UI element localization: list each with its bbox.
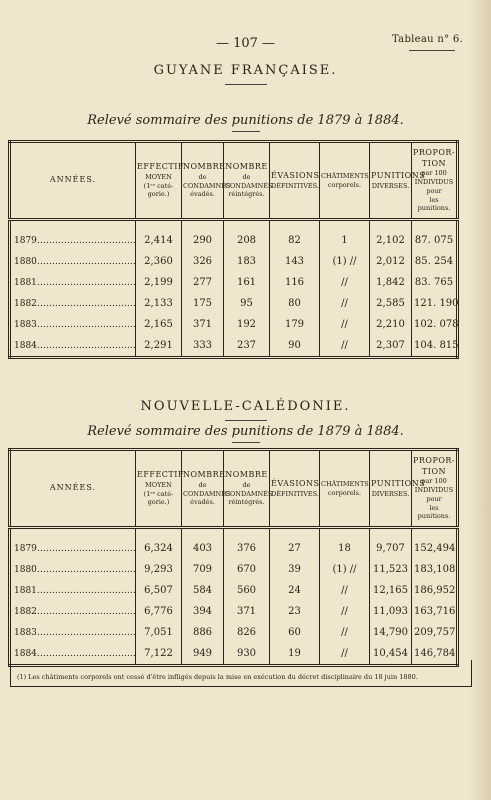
cell-proportion: 121. 190	[412, 293, 458, 314]
cell-proportion: 163,716	[412, 601, 458, 622]
cell-punitions: 14,790	[370, 622, 412, 643]
cell-evasions: 27	[270, 538, 320, 559]
spacer-cell	[10, 220, 136, 231]
cell-punitions: 2,585	[370, 293, 412, 314]
cell-effectif: 9,293	[136, 559, 182, 580]
spacer-cell	[270, 220, 320, 231]
spacer-cell	[182, 528, 224, 539]
cell-chatiments: (1) //	[320, 559, 370, 580]
tableau-underline	[409, 50, 455, 51]
table-row	[10, 272, 458, 293]
cell-reintegres: 237	[224, 335, 270, 358]
header-annees: ANNÉES.	[10, 142, 136, 220]
spacer-cell	[224, 528, 270, 539]
guyane-table-body	[10, 220, 458, 358]
cell-chatiments: //	[320, 601, 370, 622]
cell-evades: 584	[182, 580, 224, 601]
spacer-cell	[136, 220, 182, 231]
cell-chatiments: //	[320, 314, 370, 335]
spacer-cell	[182, 220, 224, 231]
cell-chatiments: //	[320, 335, 370, 358]
guyane-caption: Relevé sommaire des punitions de 1879 à 1884.	[87, 113, 404, 128]
cell-reintegres: 183	[224, 251, 270, 272]
cell-evasions: 116	[270, 272, 320, 293]
spacer-cell	[10, 528, 136, 539]
cell-evades: 394	[182, 601, 224, 622]
cell-effectif: 7,122	[136, 643, 182, 666]
cell-proportion: 87. 075	[412, 230, 458, 251]
cell-evades: 333	[182, 335, 224, 358]
page-number: — 107 —	[215, 36, 276, 51]
cell-chatiments: 18	[320, 538, 370, 559]
tableau-label: Tableau n° 6.	[391, 34, 463, 45]
cell-year: 1881……………………………	[14, 277, 136, 288]
header-reintegres: NOMBRE de CONDAMNÉS réintégrés.	[224, 142, 270, 220]
cell-evades: 175	[182, 293, 224, 314]
cell-reintegres: 560	[224, 580, 270, 601]
cell-effectif: 7,051	[136, 622, 182, 643]
cell-proportion: 183,108	[412, 559, 458, 580]
header-chatiments: CHÂTIMENTS corporels.	[320, 142, 370, 220]
cell-evades: 709	[182, 559, 224, 580]
cell-year: 1884……………………………	[14, 648, 136, 659]
cell-reintegres: 930	[224, 643, 270, 666]
cell-evasions: 90	[270, 335, 320, 358]
cell-punitions: 1,842	[370, 272, 412, 293]
cell-reintegres: 670	[224, 559, 270, 580]
cell-chatiments: //	[320, 272, 370, 293]
cell-reintegres: 208	[224, 230, 270, 251]
cell-reintegres: 371	[224, 601, 270, 622]
cell-punitions: 12,165	[370, 580, 412, 601]
cell-reintegres: 95	[224, 293, 270, 314]
cell-evades: 326	[182, 251, 224, 272]
spacer-cell	[320, 528, 370, 539]
cell-proportion: 146,784	[412, 643, 458, 666]
cell-evades: 371	[182, 314, 224, 335]
cell-reintegres: 192	[224, 314, 270, 335]
guyane-title-rule	[225, 84, 267, 85]
header-annees: ANNÉES.	[10, 450, 136, 528]
table-row	[10, 559, 458, 580]
cell-chatiments: 1	[320, 230, 370, 251]
cell-punitions: 10,454	[370, 643, 412, 666]
header-effectif: EFFECTIF MOYEN (1ʳᵉ caté- gorie.)	[136, 142, 182, 220]
table-row	[10, 335, 458, 358]
header-evasions: ÉVASIONS DÉFINITIVES.	[270, 142, 320, 220]
cell-effectif: 6,324	[136, 538, 182, 559]
header-chatiments: CHÂTIMENTS corporels.	[320, 450, 370, 528]
header-proportion: PROPOR- TION par 100 INDIVIDUS pour les punitions.	[412, 450, 458, 528]
table-spacer-row	[10, 220, 458, 231]
header-effectif: EFFECTIF MOYEN (1ʳᵉ caté- gorie.)	[136, 450, 182, 528]
spacer-cell	[412, 528, 458, 539]
header-reintegres: NOMBRE de CONDAMNÉS réintégrés.	[224, 450, 270, 528]
cell-year: 1883……………………………	[14, 319, 136, 330]
cell-year: 1882……………………………	[14, 298, 136, 309]
cell-evades: 403	[182, 538, 224, 559]
cell-evades: 290	[182, 230, 224, 251]
header-punitions: PUNITIONS DIVERSES.	[370, 142, 412, 220]
cell-punitions: 2,012	[370, 251, 412, 272]
cell-punitions: 11,093	[370, 601, 412, 622]
table-row	[10, 622, 458, 643]
cell-year: 1880……………………………	[14, 564, 136, 575]
guyane-table	[8, 140, 459, 359]
cell-evasions: 39	[270, 559, 320, 580]
cell-proportion: 85. 254	[412, 251, 458, 272]
cell-year: 1883……………………………	[14, 627, 136, 638]
spacer-cell	[370, 528, 412, 539]
cell-chatiments: //	[320, 580, 370, 601]
cell-evades: 277	[182, 272, 224, 293]
table-row	[10, 538, 458, 559]
table-row	[10, 314, 458, 335]
header-evasions: ÉVASIONS DÉFINITIVES.	[270, 450, 320, 528]
caledonie-caption-rule	[232, 442, 260, 443]
cell-year: 1879……………………………	[14, 543, 136, 554]
cell-evasions: 23	[270, 601, 320, 622]
cell-evades: 949	[182, 643, 224, 666]
cell-evasions: 143	[270, 251, 320, 272]
cell-proportion: 83. 765	[412, 272, 458, 293]
cell-proportion: 102. 078	[412, 314, 458, 335]
footnote: (1) Les châtiments corporels ont cessé d'être infligés depuis la mise en exécution du décret disciplinaire du 18 juin 1880.	[10, 660, 472, 687]
cell-effectif: 2,291	[136, 335, 182, 358]
caledonie-title: NOUVELLE-CALÉDONIE.	[140, 399, 351, 414]
cell-punitions: 9,707	[370, 538, 412, 559]
guyane-caption-rule	[232, 131, 260, 132]
cell-punitions: 11,523	[370, 559, 412, 580]
cell-evasions: 179	[270, 314, 320, 335]
guyane-title: GUYANE FRANÇAISE.	[153, 63, 338, 78]
spacer-cell	[320, 220, 370, 231]
cell-effectif: 2,199	[136, 272, 182, 293]
spacer-cell	[370, 220, 412, 231]
table-row	[10, 580, 458, 601]
cell-reintegres: 826	[224, 622, 270, 643]
cell-evasions: 24	[270, 580, 320, 601]
cell-proportion: 104. 815	[412, 335, 458, 358]
spacer-cell	[136, 528, 182, 539]
cell-punitions: 2,102	[370, 230, 412, 251]
cell-chatiments: //	[320, 643, 370, 666]
table-row	[10, 251, 458, 272]
table-row	[10, 601, 458, 622]
cell-chatiments: (1) //	[320, 251, 370, 272]
caledonie-table	[8, 448, 459, 667]
cell-evasions: 80	[270, 293, 320, 314]
cell-punitions: 2,307	[370, 335, 412, 358]
cell-chatiments: //	[320, 622, 370, 643]
cell-proportion: 186,952	[412, 580, 458, 601]
caledonie-table-body	[10, 528, 458, 666]
cell-year: 1880……………………………	[14, 256, 136, 267]
table-row	[10, 293, 458, 314]
cell-effectif: 2,133	[136, 293, 182, 314]
header-punitions: PUNITIONS DIVERSES.	[370, 450, 412, 528]
cell-evasions: 19	[270, 643, 320, 666]
cell-effectif: 2,165	[136, 314, 182, 335]
caledonie-title-rule	[225, 420, 267, 421]
header-evades: NOMBRE de CONDAMNÉS évadés.	[182, 450, 224, 528]
cell-proportion: 152,494	[412, 538, 458, 559]
cell-effectif: 2,360	[136, 251, 182, 272]
cell-year: 1884……………………………	[14, 340, 136, 351]
caledonie-caption: Relevé sommaire des punitions de 1879 à 1884.	[87, 424, 404, 439]
header-proportion: PROPOR- TION par 100 INDIVIDUS pour les punitions.	[412, 142, 458, 220]
cell-effectif: 6,507	[136, 580, 182, 601]
cell-reintegres: 376	[224, 538, 270, 559]
cell-evades: 886	[182, 622, 224, 643]
cell-year: 1879……………………………	[14, 235, 136, 246]
spacer-cell	[270, 528, 320, 539]
spacer-cell	[412, 220, 458, 231]
cell-proportion: 209,757	[412, 622, 458, 643]
cell-punitions: 2,210	[370, 314, 412, 335]
cell-year: 1882……………………………	[14, 606, 136, 617]
table-row	[10, 230, 458, 251]
header-evades: NOMBRE de CONDAMNÉS évadés.	[182, 142, 224, 220]
cell-effectif: 2,414	[136, 230, 182, 251]
cell-chatiments: //	[320, 293, 370, 314]
cell-year: 1881……………………………	[14, 585, 136, 596]
cell-effectif: 6,776	[136, 601, 182, 622]
table-spacer-row	[10, 528, 458, 539]
cell-evasions: 82	[270, 230, 320, 251]
spacer-cell	[224, 220, 270, 231]
cell-evasions: 60	[270, 622, 320, 643]
cell-reintegres: 161	[224, 272, 270, 293]
